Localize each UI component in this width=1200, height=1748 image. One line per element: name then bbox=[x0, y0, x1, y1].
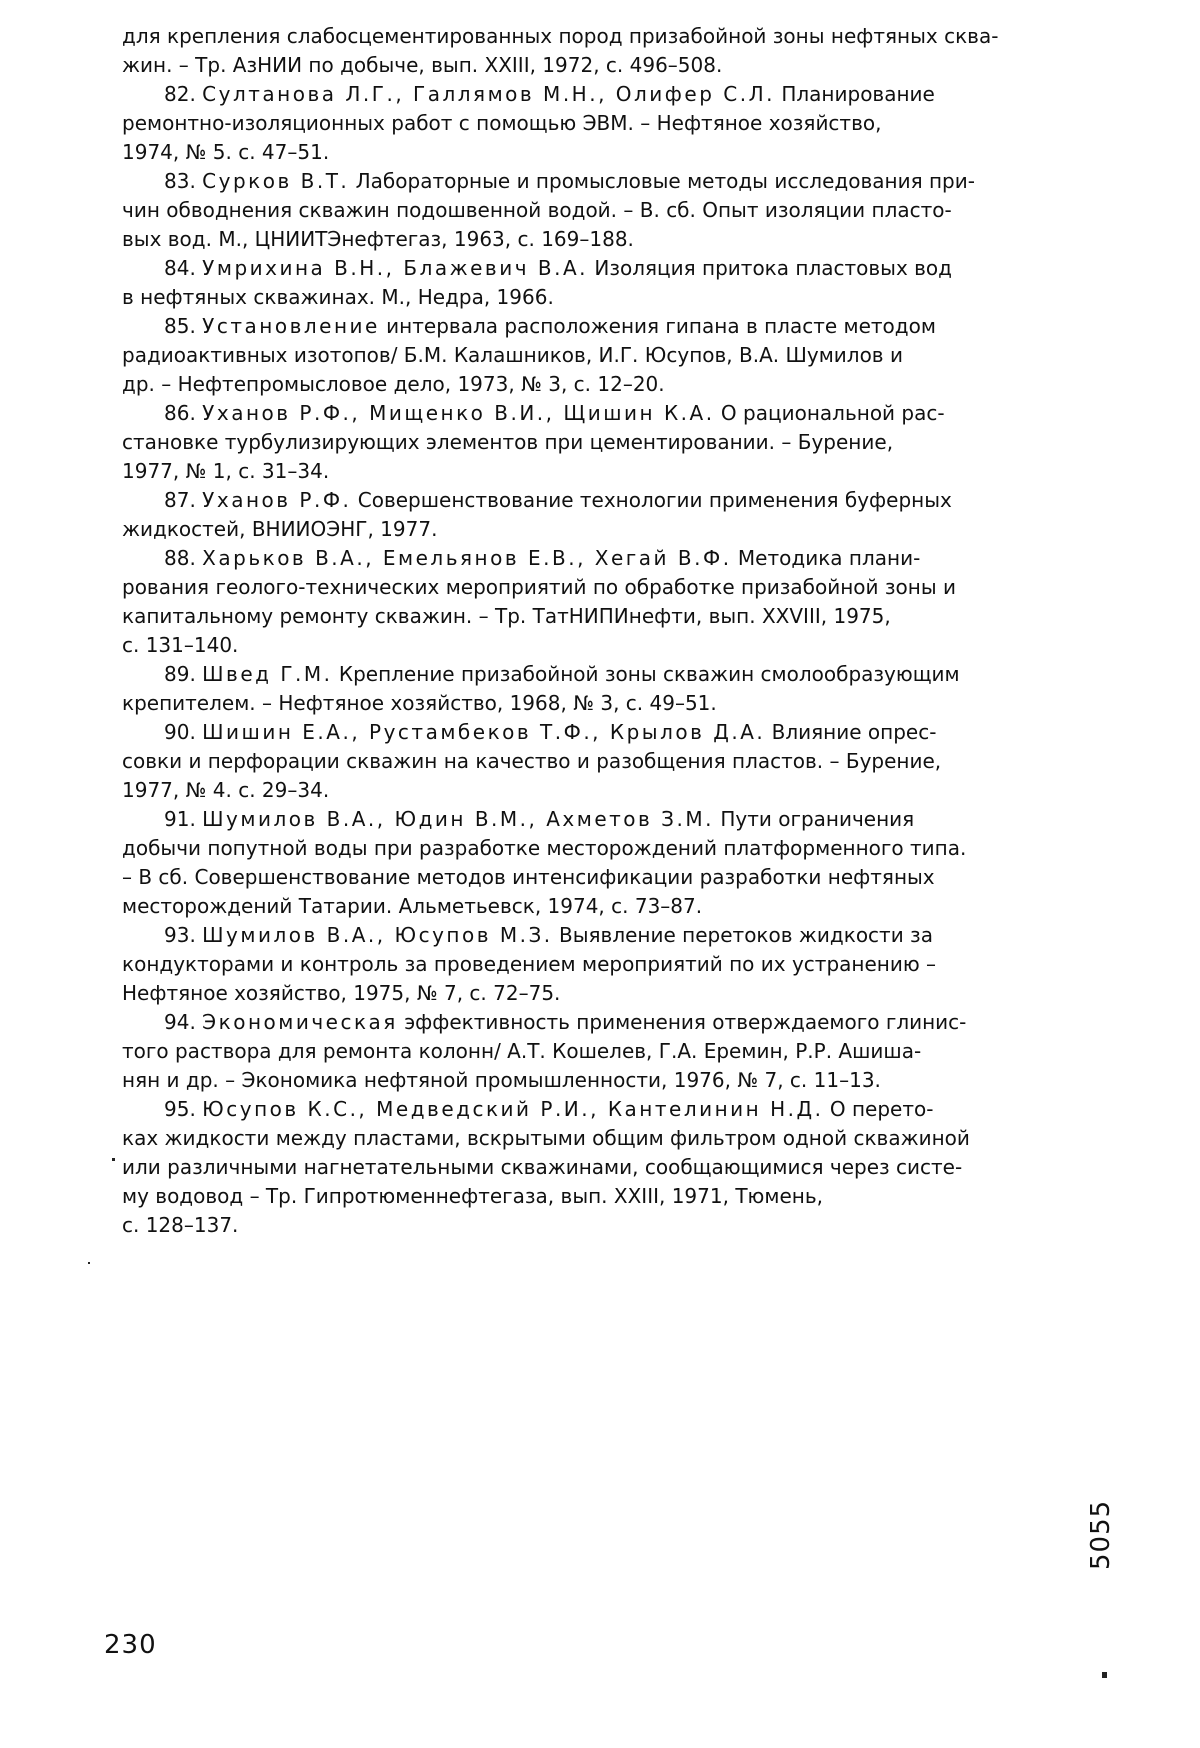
reference-line bbox=[122, 1182, 1112, 1211]
reference-author: Харьков В.А., Емельянов Е.В., Хегай В.Ф. bbox=[202, 546, 732, 570]
reference-text: Лабораторные и промысловые методы исследования при- bbox=[349, 169, 975, 193]
reference-line bbox=[122, 805, 1112, 834]
reference-text: ках жидкости между пластами, вскрытыми общим фильтром одной скважиной bbox=[122, 1126, 970, 1150]
reference-line bbox=[122, 602, 1112, 631]
page-number: 230 bbox=[104, 1630, 157, 1660]
reference-text: му водовод – Тр. Гипротюменнефтегаза, вып. XXIII, 1971, Тюмень, bbox=[122, 1184, 823, 1208]
reference-line bbox=[122, 979, 1112, 1008]
reference-text: Крепление призабойной зоны скважин смолообразующим bbox=[332, 662, 960, 686]
reference-text: Пути ограничения bbox=[713, 807, 915, 831]
reference-line bbox=[122, 1153, 1112, 1182]
reference-author: Шумилов В.А., Юдин В.М., Ахметов З.М. bbox=[202, 807, 714, 831]
reference-number: 85. bbox=[164, 314, 196, 338]
reference-author: Установление bbox=[202, 314, 380, 338]
reference-entry bbox=[122, 718, 1112, 805]
reference-line bbox=[122, 283, 1112, 312]
reference-number: 93. bbox=[164, 923, 196, 947]
reference-line bbox=[122, 1008, 1112, 1037]
reference-text: др. – Нефтепромысловое дело, 1973, № 3, с. 12–20. bbox=[122, 372, 665, 396]
reference-line bbox=[122, 370, 1112, 399]
reference-line bbox=[122, 515, 1112, 544]
reference-number: 88. bbox=[164, 546, 196, 570]
reference-entry bbox=[122, 660, 1112, 718]
reference-line bbox=[122, 689, 1112, 718]
reference-entry bbox=[122, 1095, 1112, 1240]
reference-line bbox=[122, 138, 1112, 167]
reference-line bbox=[122, 747, 1112, 776]
reference-line bbox=[122, 254, 1112, 283]
reference-entry bbox=[122, 1008, 1112, 1095]
reference-text: О рациональной рас- bbox=[714, 401, 945, 425]
reference-entry bbox=[122, 544, 1112, 660]
reference-author: Юсупов К.С., Медведский Р.И., Кантелинин Н.Д. bbox=[202, 1097, 824, 1121]
reference-text: интервала расположения гипана в пласте методом bbox=[379, 314, 936, 338]
reference-text: 1977, № 1, с. 31–34. bbox=[122, 459, 330, 483]
reference-line bbox=[122, 109, 1112, 138]
reference-line bbox=[122, 631, 1112, 660]
reference-entry bbox=[122, 805, 1112, 921]
reference-text: нян и др. – Экономика нефтяной промышленности, 1976, № 7, с. 11–13. bbox=[122, 1068, 881, 1092]
reference-author: Султанова Л.Г., Галлямов М.Н., Олифер С.Л. bbox=[202, 82, 775, 106]
reference-text: с. 128–137. bbox=[122, 1213, 239, 1237]
reference-text: чин обводнения скважин подошвенной водой. – В. сб. Опыт изоляции пласто- bbox=[122, 198, 952, 222]
reference-line bbox=[122, 950, 1112, 979]
reference-entry bbox=[122, 312, 1112, 399]
reference-entry bbox=[122, 399, 1112, 486]
reference-number: 82. bbox=[164, 82, 196, 106]
reference-text: – В сб. Совершенствование методов интенсификации разработки нефтяных bbox=[122, 865, 935, 889]
reference-entry bbox=[122, 486, 1112, 544]
reference-author: Уханов Р.Ф., Мищенко В.И., Щишин К.А. bbox=[202, 401, 715, 425]
reference-author: Шишин Е.А., Рустамбеков Т.Ф., Крылов Д.А. bbox=[202, 720, 766, 744]
reference-author: Уханов Р.Ф. bbox=[202, 488, 352, 512]
reference-text: рования геолого-технических мероприятий по обработке призабойной зоны и bbox=[122, 575, 956, 599]
reference-line bbox=[122, 776, 1112, 805]
reference-number: 86. bbox=[164, 401, 196, 425]
reference-line bbox=[122, 341, 1112, 370]
reference-text: Изоляция притока пластовых вод bbox=[588, 256, 952, 280]
reference-text: 1974, № 5. с. 47–51. bbox=[122, 140, 330, 164]
reference-line bbox=[122, 1066, 1112, 1095]
reference-entry bbox=[122, 80, 1112, 167]
reference-author: Сурков В.Т. bbox=[202, 169, 350, 193]
reference-text: эффективность применения отверждаемого глинис- bbox=[397, 1010, 967, 1034]
scan-speck bbox=[1102, 1672, 1107, 1678]
reference-text: кондукторами и контроль за проведением мероприятий по их устранению – bbox=[122, 952, 937, 976]
reference-line bbox=[122, 225, 1112, 254]
reference-author: Экономическая bbox=[202, 1010, 398, 1034]
reference-text: радиоактивных изотопов/ Б.М. Калашников, И.Г. Юсупов, В.А. Шумилов и bbox=[122, 343, 903, 367]
reference-text: О перето- bbox=[823, 1097, 934, 1121]
inventory-number: 5055 bbox=[1086, 1499, 1116, 1570]
reference-line bbox=[122, 573, 1112, 602]
reference-text: жин. – Тр. АзНИИ по добыче, вып. XXIII, 1972, с. 496–508. bbox=[122, 53, 723, 77]
reference-text: вых вод. М., ЦНИИТЭнефтегаз, 1963, с. 169–188. bbox=[122, 227, 634, 251]
reference-entry bbox=[122, 921, 1112, 1008]
reference-line bbox=[122, 834, 1112, 863]
scan-speck bbox=[88, 1262, 90, 1264]
reference-text: совки и перфорации скважин на качество и разобщения пластов. – Бурение, bbox=[122, 749, 942, 773]
reference-text: Выявление перетоков жидкости за bbox=[552, 923, 933, 947]
reference-line bbox=[122, 428, 1112, 457]
reference-number: 95. bbox=[164, 1097, 196, 1121]
reference-text: добычи попутной воды при разработке месторождений платформенного типа. bbox=[122, 836, 967, 860]
reference-author: Шумилов В.А., Юсупов М.З. bbox=[202, 923, 553, 947]
reference-line bbox=[122, 312, 1112, 341]
reference-line bbox=[122, 1095, 1112, 1124]
reference-text: ремонтно-изоляционных работ с помощью ЭВМ. – Нефтяное хозяйство, bbox=[122, 111, 882, 135]
reference-entry bbox=[122, 254, 1112, 312]
reference-text: или различными нагнетательными скважинами, сообщающимися через систе- bbox=[122, 1155, 963, 1179]
reference-list bbox=[122, 22, 1112, 1240]
reference-text: крепителем. – Нефтяное хозяйство, 1968, № 3, с. 49–51. bbox=[122, 691, 717, 715]
reference-line bbox=[122, 80, 1112, 109]
reference-text: Планирование bbox=[774, 82, 935, 106]
reference-text: Влияние опрес- bbox=[765, 720, 937, 744]
reference-line bbox=[122, 892, 1112, 921]
reference-text: с. 131–140. bbox=[122, 633, 239, 657]
reference-line bbox=[122, 1037, 1112, 1066]
reference-number: 84. bbox=[164, 256, 196, 280]
reference-line bbox=[122, 51, 1112, 80]
scan-speck bbox=[112, 1158, 115, 1161]
reference-line bbox=[122, 1211, 1112, 1240]
reference-line bbox=[122, 399, 1112, 428]
reference-text: становке турбулизирующих элементов при цементировании. – Бурение, bbox=[122, 430, 894, 454]
reference-line bbox=[122, 863, 1112, 892]
reference-entry bbox=[122, 22, 1112, 80]
reference-line bbox=[122, 660, 1112, 689]
reference-text: того раствора для ремонта колонн/ А.Т. Кошелев, Г.А. Еремин, Р.Р. Ашиша- bbox=[122, 1039, 922, 1063]
reference-line bbox=[122, 486, 1112, 515]
reference-line bbox=[122, 1124, 1112, 1153]
reference-text: 1977, № 4. с. 29–34. bbox=[122, 778, 330, 802]
reference-number: 90. bbox=[164, 720, 196, 744]
reference-number: 87. bbox=[164, 488, 196, 512]
reference-text: жидкостей, ВНИИОЭНГ, 1977. bbox=[122, 517, 438, 541]
reference-text: Совершенствование технологии применения буферных bbox=[351, 488, 952, 512]
reference-number: 89. bbox=[164, 662, 196, 686]
reference-line bbox=[122, 718, 1112, 747]
reference-text: Нефтяное хозяйство, 1975, № 7, с. 72–75. bbox=[122, 981, 561, 1005]
reference-line bbox=[122, 457, 1112, 486]
reference-entry bbox=[122, 167, 1112, 254]
reference-line bbox=[122, 167, 1112, 196]
reference-number: 91. bbox=[164, 807, 196, 831]
reference-text: в нефтяных скважинах. М., Недра, 1966. bbox=[122, 285, 554, 309]
reference-author: Умрихина В.Н., Блажевич В.А. bbox=[202, 256, 589, 280]
reference-line bbox=[122, 196, 1112, 225]
reference-line bbox=[122, 544, 1112, 573]
reference-text: месторождений Татарии. Альметьевск, 1974, с. 73–87. bbox=[122, 894, 703, 918]
reference-author: Швед Г.М. bbox=[202, 662, 333, 686]
reference-number: 94. bbox=[164, 1010, 196, 1034]
reference-text: для крепления слабосцементированных пород призабойной зоны нефтяных сква- bbox=[122, 24, 999, 48]
reference-text: Методика плани- bbox=[731, 546, 921, 570]
reference-text: капитальному ремонту скважин. – Тр. ТатНИПИнефти, вып. XXVIII, 1975, bbox=[122, 604, 891, 628]
reference-line bbox=[122, 921, 1112, 950]
reference-number: 83. bbox=[164, 169, 196, 193]
reference-line bbox=[122, 22, 1112, 51]
